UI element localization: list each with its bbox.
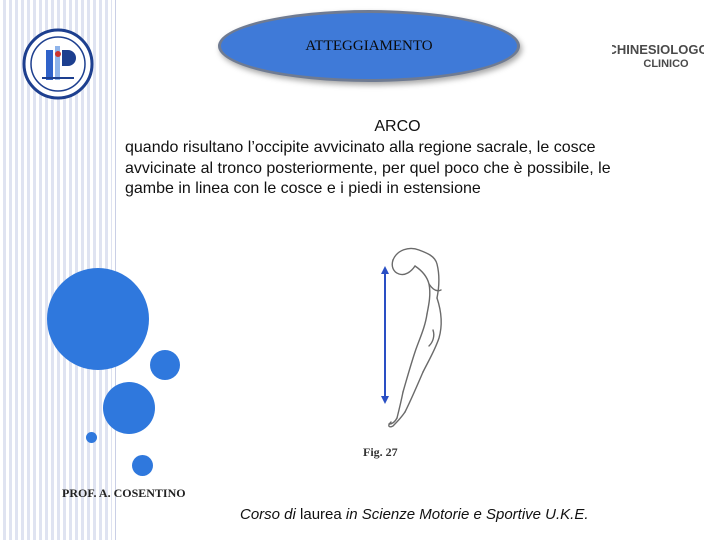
course-footer: [240, 506, 589, 523]
course-text-1: Corso di: [240, 506, 296, 523]
decorative-circle-small: [86, 432, 97, 443]
section-heading: ARCO: [374, 118, 421, 135]
logo-line1: CHINESIOLOGO: [612, 42, 704, 57]
decorative-circle-medium-2: [103, 382, 155, 434]
university-seal-icon: [22, 28, 94, 100]
course-text-2: laurea: [295, 506, 346, 523]
author-label: PROF. A. COSENTINO: [62, 486, 186, 500]
decorative-circle-medium: [150, 350, 180, 380]
title-banner: [218, 10, 520, 82]
description-text: quando risultano l’occipite avvicinato alla regione sacrale, le cosce avvicinate al tronco posteriormente, per quel poco che è possibile, le gambe in linea con le cosce e i piedi in estensione: [125, 139, 611, 197]
decorative-circle-small-2: [132, 455, 153, 476]
chinesiologo-clinico-logo: [612, 36, 704, 76]
logo-line2: CLINICO: [643, 58, 689, 70]
figure-caption: Fig. 27: [363, 445, 398, 459]
decorative-circle-large: [47, 268, 149, 370]
arco-posture-figure: [345, 232, 485, 472]
course-text-3: in Scienze Motorie e Sportive U.K.E.: [345, 506, 589, 523]
page-title: ATTEGGIAMENTO: [305, 37, 433, 54]
